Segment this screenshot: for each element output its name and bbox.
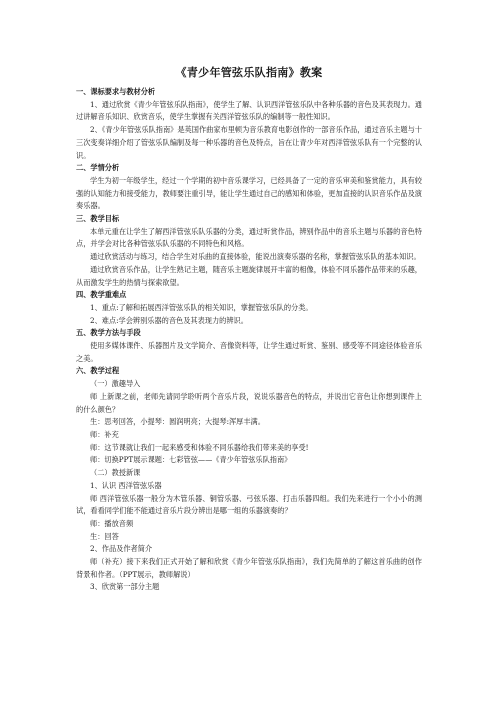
paragraph: 本单元重在让学生了解西洋管弦乐队乐器的分类，通过听赏作品，辨别作品中的音乐主题与乐器的音色特点，并学会对比各种管弦乐队乐器的不同特色和风格。 <box>76 226 422 249</box>
paragraph: 2、作品及作者简介 <box>90 544 153 554</box>
paragraph: 师：这节课就让我们一起来感受和体验不同乐器给我们带来美的享受! <box>90 442 309 452</box>
section-heading: 三、教学目标 <box>76 214 120 224</box>
paragraph: 生：回答 <box>90 531 119 541</box>
document-body <box>76 86 422 594</box>
paragraph: 2、难点:学会辨别乐器的音色及其表现力的辨识。 <box>90 315 248 325</box>
document-title: 《青少年管弦乐队指南》教案 <box>175 66 323 79</box>
section-heading: 五、教学方法与手段 <box>76 328 141 338</box>
section-heading: 一、课标要求与教材分析 <box>76 87 156 96</box>
paragraph: 通过欣赏音乐作品，让学生熟记主题，随音乐主题旋律展开丰富的相像，体验不同乐器作品带来的乐趣，从而激发学生的热情与探索欲望。 <box>76 264 422 287</box>
paragraph: 师：播放音频 <box>90 518 134 528</box>
paragraph: 师：切换PPT展示课题：七彩管弦——《青少年管弦乐队指南》 <box>90 455 292 465</box>
paragraph: 使用多媒体课件、乐器图片及文学简介、音像资料等，让学生通过听赏、鉴别、感受等不同途径体验音乐之美。 <box>76 341 422 363</box>
subsection-heading: （二）教授新课 <box>90 468 141 478</box>
subsection-heading: （一）激趣导入 <box>90 379 141 389</box>
paragraph: 师：补充 <box>90 429 119 439</box>
paragraph: 1、重点:了解和拓展西洋管弦乐队的相关知识，掌握管弦乐队的分类。 <box>90 302 313 312</box>
paragraph: 师（补充）接下来我们正式开始了解和欣赏《青少年管弦乐队指南》，我们先简单的了解这首乐曲的创作背景和作者。（PPT展示，教师解说） <box>76 557 422 579</box>
paragraph: 2、《青少年管弦乐队指南》是英国作曲家布里顿为音乐教育电影创作的一部音乐作品，通过音乐主题与十三次变奏详细介绍了管弦乐队编制及每一种乐器的音色及特点，旨在让青少年对西洋管弦乐队有一个完整的认识。 <box>76 125 422 160</box>
paragraph: 1、通过欣赏《青少年管弦乐队指南》，使学生了解、认识西洋管弦乐队中各种乐器的音色及其表现力。通过讲解音乐知识、欣赏音乐，使学生掌握有关西洋管弦乐队的编制等一般性知识。 <box>76 99 422 122</box>
paragraph: 通过欣赏活动与练习，结合学生对乐曲的直接体验，能说出演奏乐器的名称，掌握管弦乐队的基本知识。 <box>90 252 421 262</box>
paragraph: 生：思考回答，小提琴：圆润明亮；大提琴:浑厚丰满。 <box>90 417 265 427</box>
paragraph: 1、认识 西洋管弦乐器 <box>90 480 162 490</box>
paragraph: 学生为初一年级学生，经过一个学期的初中音乐课学习，已经具备了一定的音乐审美和鉴赏能力，具有较强的认知能力和接受能力，教师要注重引导，能让学生通过自己的感知和体验，更加直接的认识音乐作品及演奏乐器。 <box>76 175 422 211</box>
section-heading: 六、教学过程 <box>76 366 120 376</box>
document-page <box>76 66 422 594</box>
paragraph: 3、欣赏第一部分主题 <box>90 582 160 592</box>
paragraph: 师 西洋管弦乐器一般分为木管乐器、铜管乐器、弓弦乐器、打击乐器四组。我们先来进行一个小小的测试，看看同学们能不能通过音乐片段分辨出是哪一组的乐器演奏的？ <box>76 493 422 516</box>
section-heading: 二、学情分析 <box>76 163 120 173</box>
paragraph: 师 上新课之前，老师先请同学聆听两个音乐片段，说说乐器音色的特点，并说出它音色让你想到课件上的什么颜色？ <box>76 391 422 414</box>
section-heading: 四、教学重难点 <box>76 290 127 300</box>
